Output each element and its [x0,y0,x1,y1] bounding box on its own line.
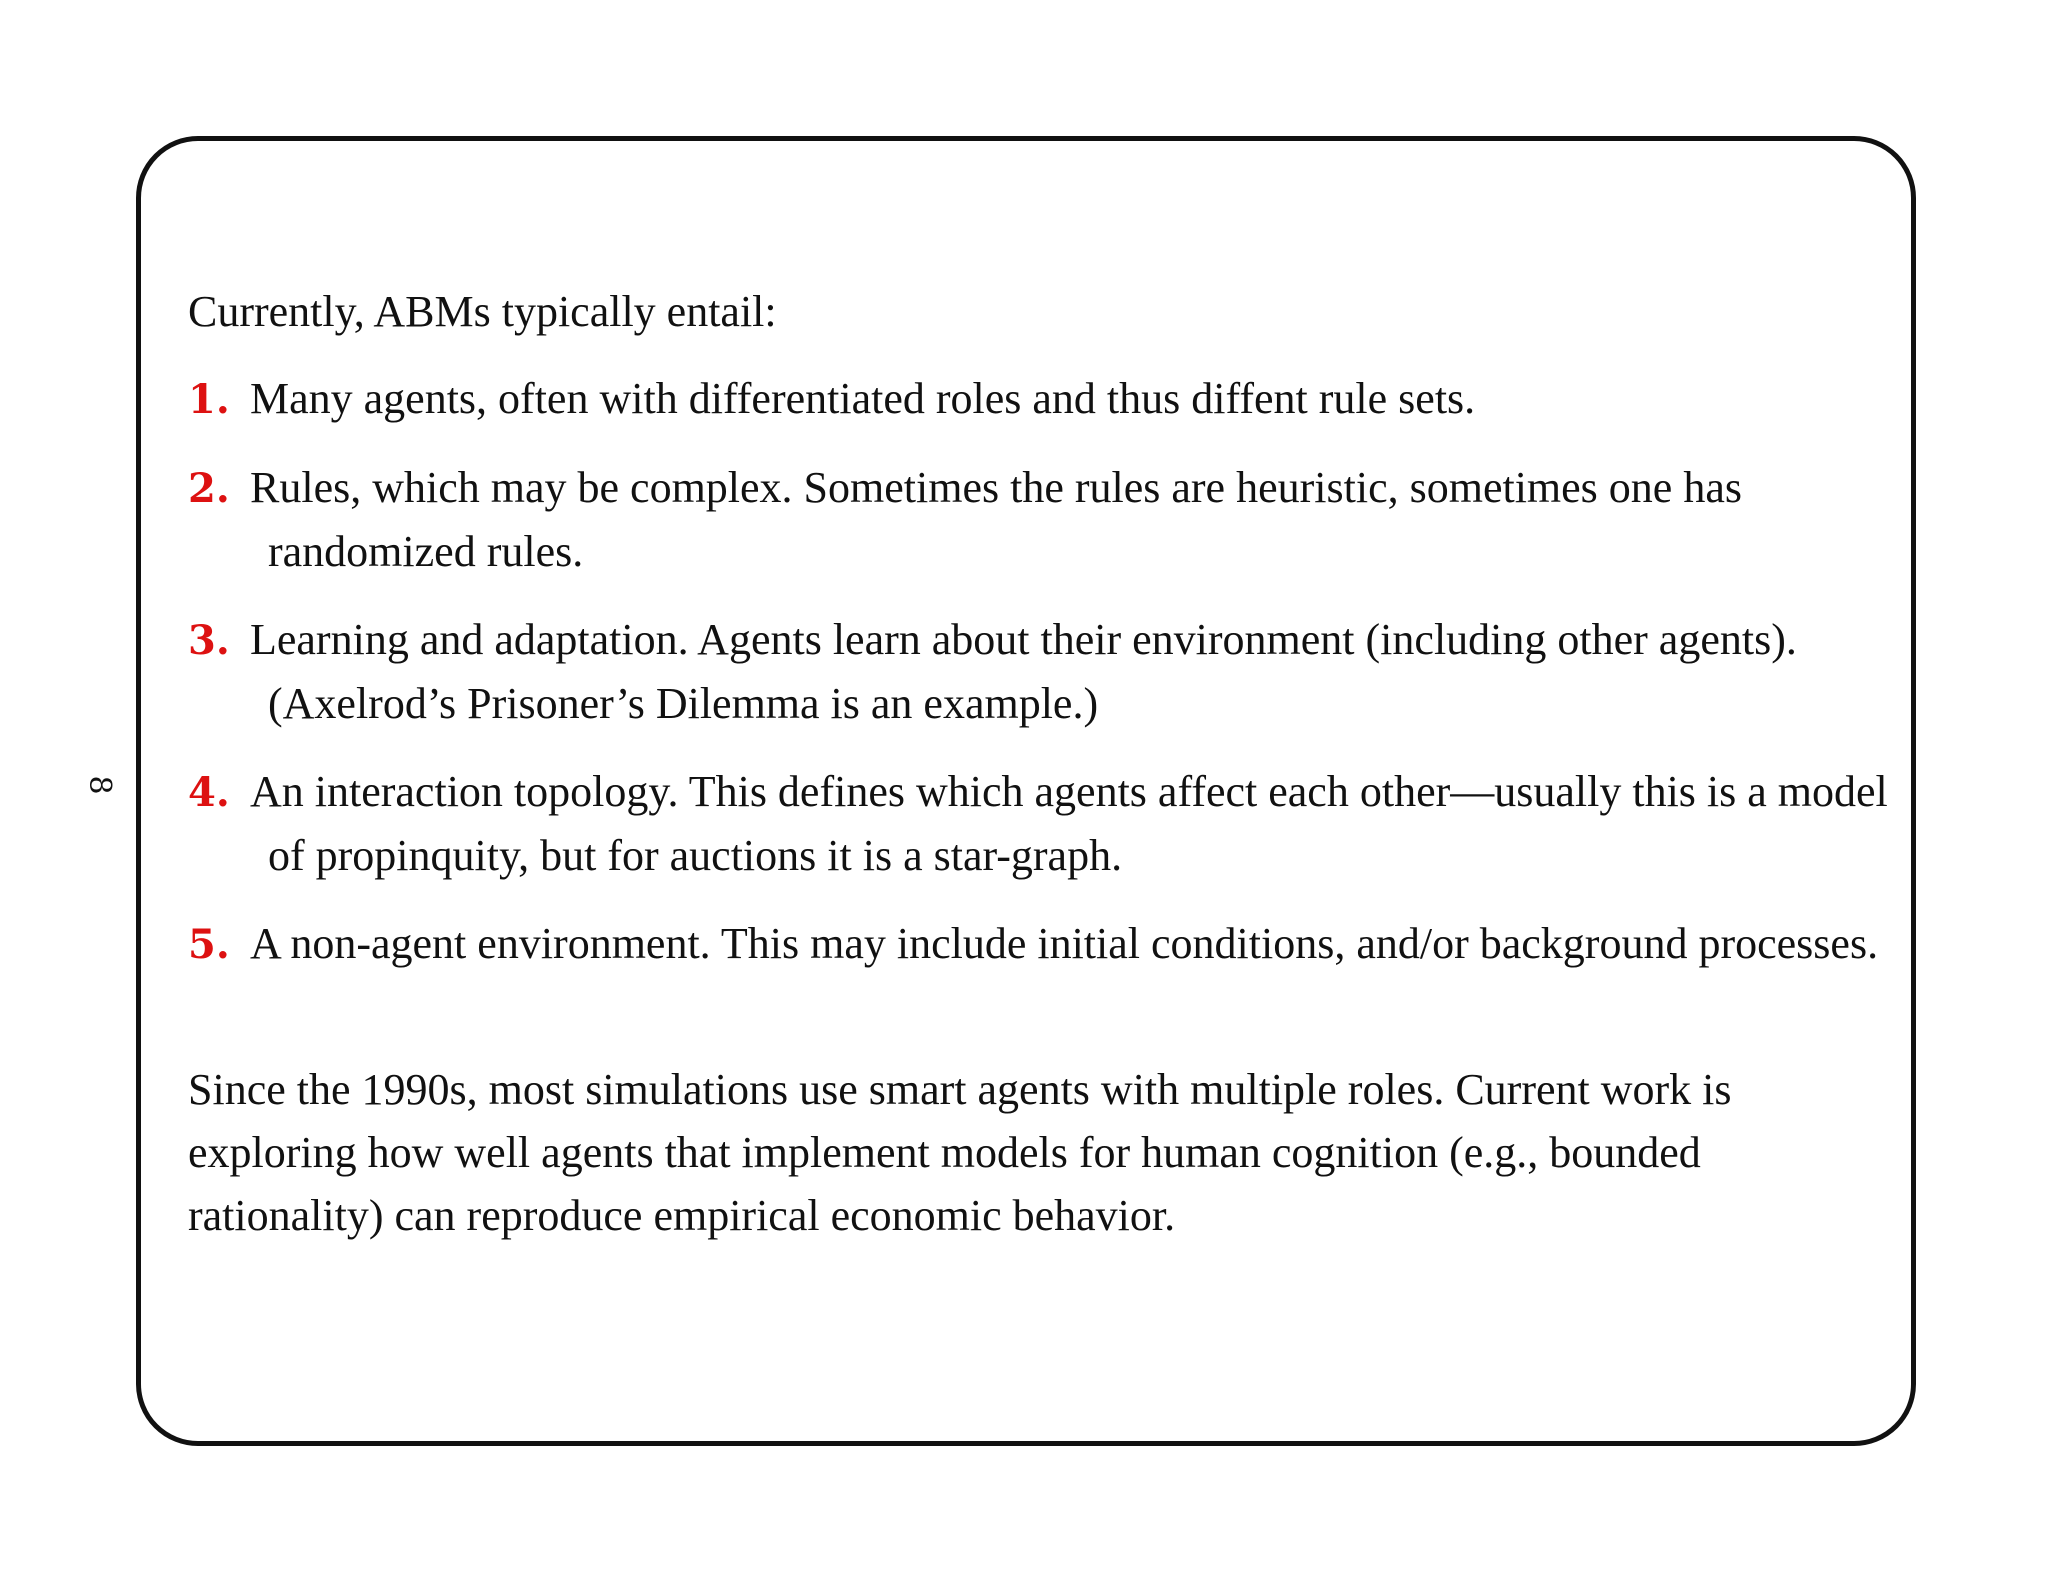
slide-content [188,280,1888,1247]
list-item-number: 4. [188,769,230,816]
list-item-number: 5. [188,921,230,968]
list-item-text: Rules, which may be complex. Sometimes the rules are heuristic, sometimes one has randomized rules. [250,463,1742,576]
list-item [188,367,1888,431]
page-number: 8 [82,775,117,795]
list-item [188,760,1888,887]
list-item-number: 1. [188,376,230,423]
list-item-text: A non-agent environment. This may include initial conditions, and/or background processes. [250,919,1879,968]
intro-text: Currently, ABMs typically entail: [188,287,777,336]
closing-paragraph: Since the 1990s, most simulations use smart agents with multiple roles. Current work is exploring how well agents that implement models for human cognition (e.g., bounded rationality) can reproduce empirical economic behavior. [188,1065,1732,1240]
list-item-text: Many agents, often with differentiated roles and thus diffent rule sets. [250,374,1476,423]
list-item-number: 3. [188,617,230,664]
list-item [188,912,1888,976]
list-item-text: Learning and adaptation. Agents learn about their environment (including other agents). (Axelrod’s Prisoner’s Dilemma is an example.) [250,615,1797,728]
list-item [188,456,1888,583]
enumerated-list [188,367,1888,976]
list-item-number: 2. [188,465,230,512]
list-item [188,608,1888,735]
list-item-text: An interaction topology. This defines which agents affect each other—usually this is a model of propinquity, but for auctions it is a star-graph. [250,767,1888,880]
